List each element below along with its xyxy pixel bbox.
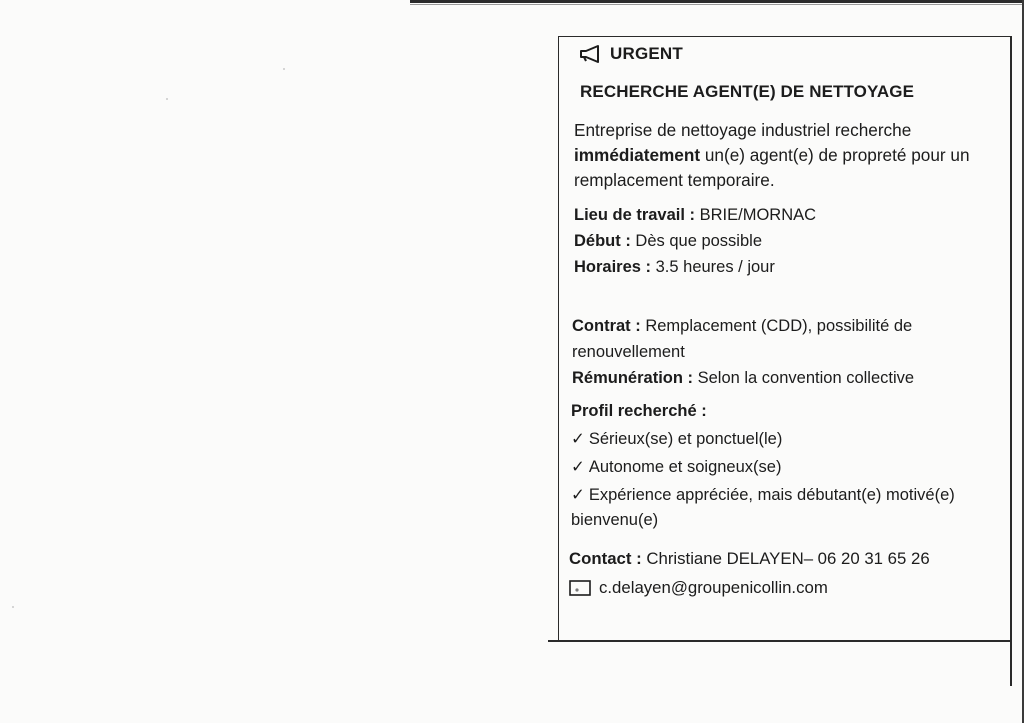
- list-item: [571, 427, 1011, 452]
- fact-start: [574, 228, 816, 254]
- profile-section: [571, 398, 1011, 533]
- urgent-headline: [578, 44, 683, 64]
- checkmark-icon: ✓: [571, 486, 585, 504]
- scan-edge: [410, 0, 1024, 3]
- fact-location: [574, 202, 816, 228]
- profile-item-text: Expérience appréciée, mais débutant(e) motivé(e) bienvenu(e): [571, 486, 955, 529]
- email-row: [569, 574, 930, 601]
- contact-row: [569, 545, 930, 572]
- contract-row: [572, 313, 1008, 365]
- fact-label: Lieu de travail :: [574, 206, 696, 224]
- list-item: [571, 455, 1011, 480]
- list-item: [571, 483, 1011, 533]
- envelope-icon: [569, 580, 591, 596]
- intro-text-cont: un(e) agent(e) de propreté pour un remplacement temporaire.: [574, 145, 970, 190]
- fact-hours: [574, 254, 816, 280]
- profile-item-text: Autonome et soigneux(se): [588, 458, 782, 476]
- scan-speck: [283, 68, 285, 70]
- fact-value: Dès que possible: [630, 232, 762, 250]
- flyer-title: RECHERCHE AGENT(E) DE NETTOYAGE: [580, 82, 915, 101]
- urgent-label: URGENT: [610, 44, 683, 63]
- salary-value: Selon la convention collective: [693, 369, 915, 387]
- scan-speck: [12, 606, 14, 608]
- checkmark-icon: ✓: [571, 458, 585, 476]
- email-link[interactable]: c.delayen@groupenicollin.com: [599, 578, 828, 597]
- checkmark-icon: ✓: [571, 430, 585, 448]
- profile-item-text: Sérieux(se) et ponctuel(le): [588, 430, 783, 448]
- fact-value: 3.5 heures / jour: [651, 258, 775, 276]
- flyer-border: [548, 640, 1012, 642]
- scan-speck: [166, 98, 168, 100]
- profile-heading: Profil recherché :: [571, 402, 707, 420]
- megaphone-icon: [578, 45, 604, 63]
- fact-label: Début :: [574, 232, 631, 250]
- fact-value: BRIE/MORNAC: [695, 206, 817, 224]
- intro-emphasis: immédiatement: [574, 145, 701, 165]
- job-facts: [574, 202, 816, 280]
- contact-section: [569, 545, 930, 601]
- contact-label: Contact :: [569, 549, 642, 568]
- contract-details: [572, 313, 1008, 391]
- scan-edge: [410, 4, 1024, 5]
- intro-text: Entreprise de nettoyage industriel recherche: [574, 120, 912, 140]
- contract-label: Contrat :: [572, 317, 641, 335]
- contract-value: Remplacement (CDD), possibilité de renouvellement: [572, 317, 913, 361]
- salary-row: [572, 365, 1008, 391]
- intro-paragraph: [574, 118, 1014, 193]
- fact-label: Horaires :: [574, 258, 652, 276]
- contact-value: Christiane DELAYEN– 06 20 31 65 26: [641, 549, 930, 568]
- salary-label: Rémunération :: [572, 369, 694, 387]
